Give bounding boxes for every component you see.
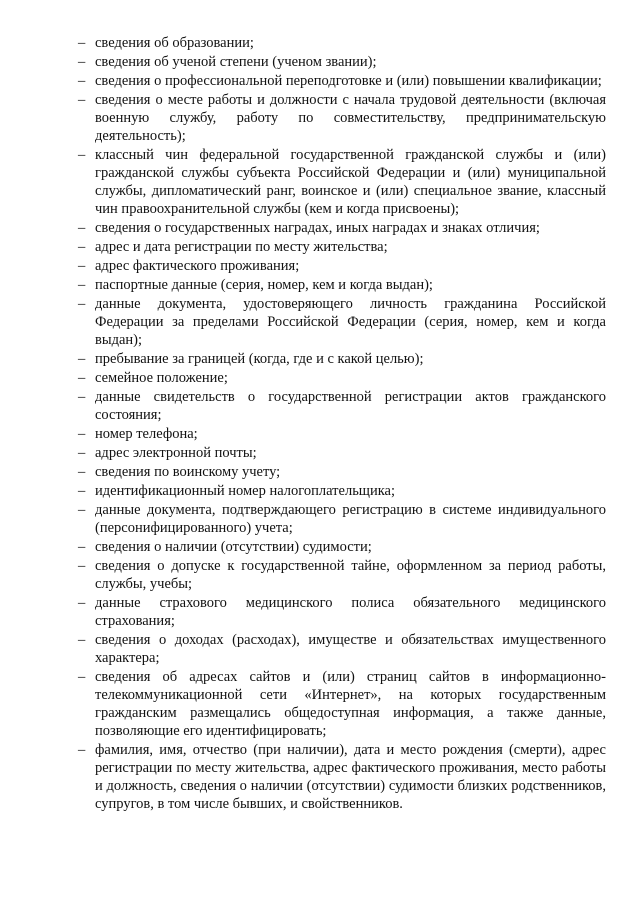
list-bullet: –: [78, 669, 86, 685]
list-bullet: –: [78, 483, 86, 499]
list-item-text: сведения об образовании;: [95, 35, 254, 51]
list-bullet: –: [78, 464, 86, 480]
list-item-text: данные документа, подтверждающего регистрацию в системе индивидуального (персонифицированного) учета;: [95, 502, 606, 536]
list-item-text: пребывание за границей (когда, где и с какой целью);: [95, 351, 424, 367]
list-item-text: данные свидетельств о государственной регистрации актов гражданского состояния;: [95, 389, 606, 423]
list-item-text: классный чин федеральной государственной гражданской службы и (или) гражданской службы субъекта Российской Федерации и (или) муниципальной службы, дипломатический ранг, воинское и (или) специальное звание, классный чин правоохранительной службы (кем и когда присвоены);: [95, 147, 606, 217]
list-item-text: номер телефона;: [95, 426, 198, 442]
list-item: [78, 350, 606, 368]
list-bullet: –: [78, 595, 86, 611]
list-item: [78, 295, 606, 349]
list-bullet: –: [78, 351, 86, 367]
list-item: [78, 444, 606, 462]
list-bullet: –: [78, 239, 86, 255]
list-item-text: сведения по воинскому учету;: [95, 464, 281, 480]
list-bullet: –: [78, 426, 86, 442]
list-item: [78, 463, 606, 481]
list-item-text: паспортные данные (серия, номер, кем и когда выдан);: [95, 277, 433, 293]
list-item: [78, 482, 606, 500]
list-item-text: адрес электронной почты;: [95, 445, 257, 461]
list-bullet: –: [78, 147, 86, 163]
list-item-text: сведения об ученой степени (ученом звании);: [95, 54, 377, 70]
list-item-text: данные страхового медицинского полиса обязательного медицинского страхования;: [95, 595, 606, 629]
list-bullet: –: [78, 277, 86, 293]
list-item: [78, 91, 606, 145]
list-item: [78, 276, 606, 294]
list-item: [78, 388, 606, 424]
list-item: [78, 557, 606, 593]
list-item: [78, 34, 606, 52]
list-item-text: сведения о профессиональной переподготовке и (или) повышении квалификации;: [95, 73, 602, 89]
list-bullet: –: [78, 370, 86, 386]
list-bullet: –: [78, 296, 86, 312]
list-item-text: фамилия, имя, отчество (при наличии), дата и место рождения (смерти), адрес регистрации по месту жительства, адрес фактического проживания, место работы и должность, сведения о наличии (отсутствии) судимости близких родственников, супругов, в том числе бывших, и свойственников.: [95, 742, 606, 812]
list-item: [78, 219, 606, 237]
list-bullet: –: [78, 54, 86, 70]
list-item: [78, 538, 606, 556]
list-bullet: –: [78, 389, 86, 405]
list-bullet: –: [78, 92, 86, 108]
list-item: [78, 594, 606, 630]
list-item-text: данные документа, удостоверяющего личность гражданина Российской Федерации за пределами Российской Федерации (серия, номер, кем и когда выдан);: [95, 296, 606, 348]
list-item-text: адрес фактического проживания;: [95, 258, 300, 274]
list-bullet: –: [78, 35, 86, 51]
list-item-text: семейное положение;: [95, 370, 228, 386]
list-item-text: сведения о наличии (отсутствии) судимости;: [95, 539, 372, 555]
list-item: [78, 425, 606, 443]
list-item: [78, 72, 606, 90]
list-item: [78, 631, 606, 667]
list-item: [78, 257, 606, 275]
list-bullet: –: [78, 258, 86, 274]
list-item: [78, 146, 606, 218]
list-item-text: сведения о допуске к государственной тайне, оформленном за период работы, службы, учебы;: [95, 558, 606, 592]
list-bullet: –: [78, 445, 86, 461]
list-item-text: сведения об адресах сайтов и (или) страниц сайтов в информационно-телекоммуникационной сети «Интернет», на которых государственным гражданским размещались общедоступная информация, а также данные, позволяющие его идентифицировать;: [95, 669, 606, 739]
list-item-text: сведения о государственных наградах, иных наградах и знаках отличия;: [95, 220, 540, 236]
list-item: [78, 369, 606, 387]
list-item: [78, 741, 606, 813]
list-item: [78, 668, 606, 740]
list-item-text: сведения о месте работы и должности с начала трудовой деятельности (включая военную службу, работу по совместительству, предпринимательскую деятельность);: [95, 92, 606, 144]
list-item-text: сведения о доходах (расходах), имуществе и обязательствах имущественного характера;: [95, 632, 606, 666]
personal-data-list: [78, 34, 606, 813]
list-item-text: идентификационный номер налогоплательщика;: [95, 483, 396, 499]
list-bullet: –: [78, 539, 86, 555]
list-item: [78, 238, 606, 256]
list-bullet: –: [78, 502, 86, 518]
list-bullet: –: [78, 220, 86, 236]
list-bullet: –: [78, 73, 86, 89]
list-item: [78, 53, 606, 71]
list-item: [78, 501, 606, 537]
list-bullet: –: [78, 742, 86, 758]
list-bullet: –: [78, 558, 86, 574]
list-bullet: –: [78, 632, 86, 648]
list-item-text: адрес и дата регистрации по месту жительства;: [95, 239, 388, 255]
